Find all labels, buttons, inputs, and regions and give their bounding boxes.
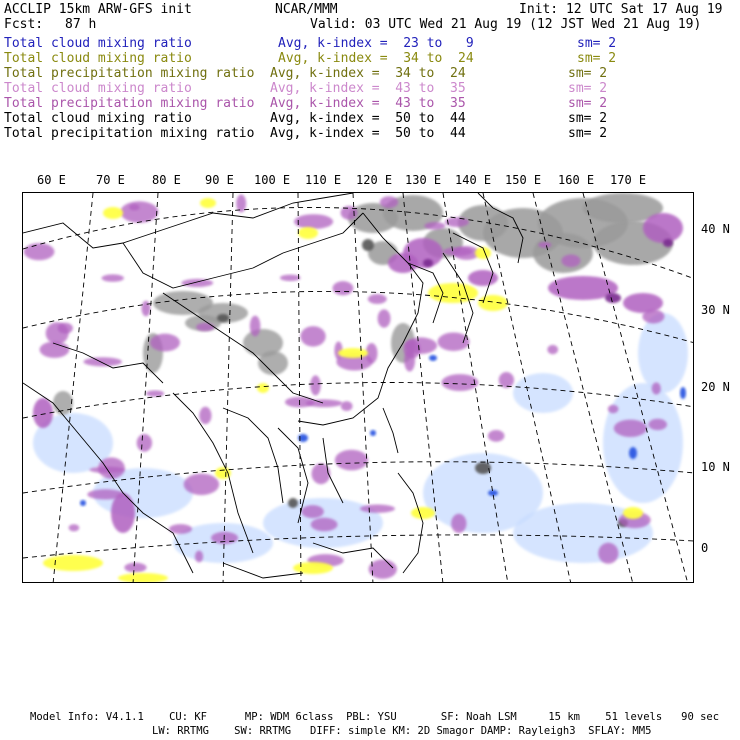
purple-patch [378, 309, 391, 327]
legend-avg-2: Avg, k-index = 34 to 24 [270, 66, 466, 81]
yellow-patch [257, 383, 269, 393]
lon-label-11: 170 E [610, 173, 647, 187]
dark-gray-core [362, 239, 374, 251]
legend-avg-6: Avg, k-index = 50 to 44 [270, 126, 466, 141]
blue-core [370, 430, 376, 436]
legend-sm-2: sm= 2 [568, 66, 608, 81]
lon-label-8: 140 E [455, 173, 492, 187]
purple-patch [46, 322, 69, 344]
purple-patch [294, 214, 333, 229]
legend-sm-4: sm= 2 [568, 96, 608, 111]
purple-patch [445, 217, 469, 227]
purple-patch [311, 518, 338, 532]
lon-label-2: 80 E [152, 173, 181, 187]
purple-patch [102, 274, 124, 281]
yellow-patch [200, 198, 216, 208]
purple-patch [195, 551, 203, 563]
legend-name-0: Total cloud mixing ratio [4, 36, 192, 51]
purple-patch [451, 514, 466, 533]
purple-patch [404, 350, 415, 372]
yellow-patch [623, 507, 643, 519]
gray-cloud [53, 391, 73, 415]
purple-patch [69, 524, 80, 531]
lon-label-10: 160 E [558, 173, 595, 187]
dark-purple-core [663, 239, 673, 247]
purple-patch [199, 407, 211, 424]
purple-patch [369, 560, 397, 579]
purple-patch [468, 270, 498, 286]
dark-gray-core [217, 314, 229, 322]
map-canvas [23, 193, 694, 583]
yellow-patch [43, 555, 103, 571]
purple-patch [380, 196, 398, 208]
purple-patch [129, 204, 140, 210]
model-info-line1: Model Info: V4.1.1 CU: KF MP: WDM 6class PBL: YSU SF: Noah LSM 15 km 51 levels 90 sec [30, 711, 720, 723]
purple-patch [643, 213, 683, 243]
yellow-patch [118, 573, 168, 583]
blue-core [80, 500, 86, 506]
yellow-patch [103, 207, 123, 219]
legend-name-5: Total cloud mixing ratio [4, 111, 192, 126]
yellow-patch [293, 562, 333, 574]
purple-patch [443, 247, 473, 256]
purple-patch [124, 563, 146, 573]
gray-cloud [533, 233, 593, 273]
lon-label-4: 100 E [254, 173, 291, 187]
legend-avg-0: Avg, k-index = 23 to 9 [278, 36, 474, 51]
lat-label-3: 10 N [701, 460, 730, 474]
purple-patch [335, 450, 368, 471]
lat-label-2: 20 N [701, 380, 730, 394]
yellow-patch [298, 227, 318, 239]
lon-label-9: 150 E [505, 173, 542, 187]
purple-patch [120, 201, 158, 223]
yellow-patch [428, 283, 478, 303]
purple-patch [111, 493, 135, 533]
purple-patch [250, 316, 261, 337]
lon-label-3: 90 E [205, 173, 234, 187]
purple-patch [538, 242, 551, 248]
forecast-label: Fcst: [4, 17, 44, 32]
purple-patch [368, 294, 387, 304]
legend-sm-5: sm= 2 [568, 111, 608, 126]
purple-patch [137, 434, 152, 452]
purple-patch [24, 243, 55, 260]
legend-avg-1: Avg, k-index = 34 to 24 [278, 51, 474, 66]
purple-patch [652, 382, 661, 394]
purple-patch [598, 543, 618, 564]
dark-gray-core [288, 498, 298, 508]
purple-patch [547, 345, 558, 354]
purple-patch [280, 275, 300, 282]
purple-patch [150, 334, 180, 352]
purple-patch [300, 326, 325, 346]
legend-name-3: Total cloud mixing ratio [4, 81, 192, 96]
lon-label-7: 130 E [405, 173, 442, 187]
legend-name-6: Total precipitation mixing ratio [4, 126, 255, 141]
legend-sm-0: sm= 2 [577, 36, 617, 51]
legend-sm-1: sm= 2 [577, 51, 617, 66]
purple-patch [441, 374, 478, 391]
purple-patch [424, 222, 445, 230]
lon-label-5: 110 E [305, 173, 342, 187]
light-blue-patch [638, 313, 688, 393]
purple-patch [614, 420, 647, 437]
purple-patch [333, 281, 354, 295]
yellow-patch [338, 348, 368, 358]
purple-patch [196, 323, 214, 332]
legend-sm-6: sm= 2 [568, 126, 608, 141]
purple-patch [360, 505, 395, 513]
purple-patch [301, 505, 323, 518]
purple-patch [488, 430, 505, 442]
lat-label-4: 0 [701, 541, 709, 555]
center-label: NCAR/MMM [275, 2, 338, 17]
model-info-line2: LW: RRTMG SW: RRTMG DIFF: simple KM: 2D Smagor DAMP: Rayleigh3 SFLAY: MM5 [152, 725, 652, 737]
legend-sm-3: sm= 2 [568, 81, 608, 96]
purple-patch [341, 401, 353, 411]
lon-label-6: 120 E [356, 173, 393, 187]
purple-patch [623, 293, 663, 313]
lon-label-1: 70 E [96, 173, 125, 187]
purple-patch [561, 254, 580, 267]
model-title: ACCLIP 15km ARW-GFS init [4, 2, 192, 17]
map-panel [22, 192, 694, 583]
purple-patch [310, 375, 321, 395]
legend-name-4: Total precipitation mixing ratio [4, 96, 255, 111]
dark-gray-core [475, 462, 491, 474]
yellow-patch [478, 295, 508, 311]
yellow-patch [411, 507, 435, 519]
purple-patch [142, 301, 151, 317]
valid-time: Valid: 03 UTC Wed 21 Aug 19 (12 JST Wed 21 Aug 19) [310, 17, 702, 32]
purple-patch [181, 279, 213, 287]
legend-avg-3: Avg, k-index = 43 to 35 [270, 81, 466, 96]
light-blue-patch [603, 383, 683, 503]
legend-name-1: Total cloud mixing ratio [4, 51, 192, 66]
light-blue-patch [513, 373, 573, 413]
purple-patch [438, 332, 470, 351]
purple-patch [306, 399, 343, 407]
purple-patch [83, 357, 122, 366]
dark-purple-core [423, 259, 433, 267]
legend-avg-5: Avg, k-index = 50 to 44 [270, 111, 466, 126]
purple-patch [608, 405, 619, 414]
purple-patch [146, 390, 164, 396]
blue-core [629, 447, 637, 459]
legend-avg-4: Avg, k-index = 43 to 35 [270, 96, 466, 111]
purple-patch [648, 419, 667, 430]
lat-label-1: 30 N [701, 303, 730, 317]
dark-purple-core [605, 293, 621, 303]
init-time: Init: 12 UTC Sat 17 Aug 19 [519, 2, 723, 17]
lat-label-0: 40 N [701, 222, 730, 236]
blue-core [429, 355, 437, 361]
forecast-hours: 87 h [65, 17, 97, 32]
legend-name-2: Total precipitation mixing ratio [4, 66, 255, 81]
lon-label-0: 60 E [37, 173, 66, 187]
blue-core [680, 387, 686, 399]
purple-patch [184, 474, 219, 495]
